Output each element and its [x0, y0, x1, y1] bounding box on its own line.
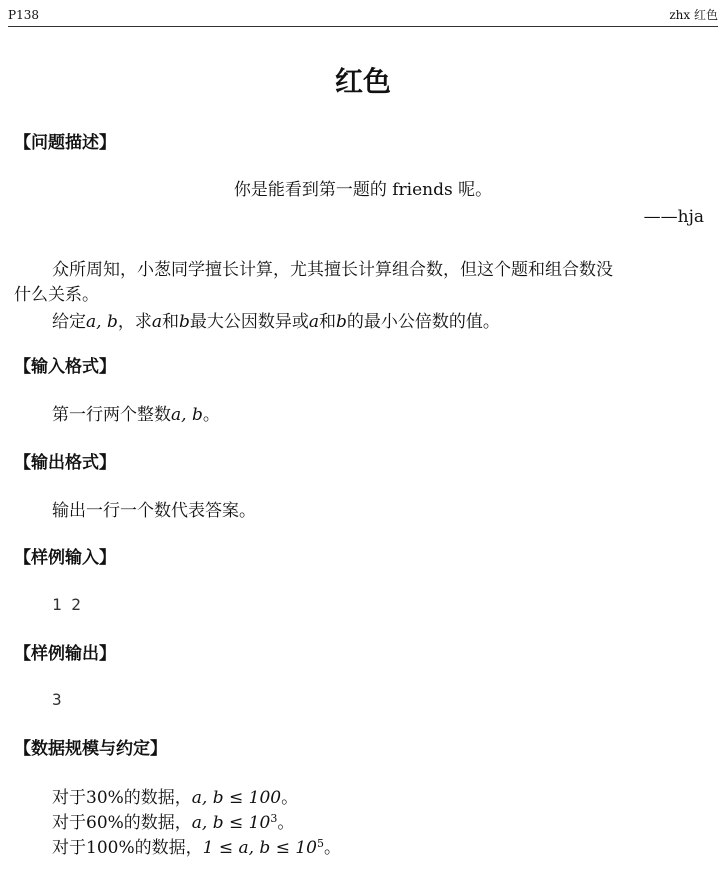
desc-p2-text-a: 给定 [52, 312, 86, 332]
desc-p2-var-ab: a, b [86, 312, 118, 332]
limit-line-1 [52, 786, 298, 810]
input-format-text [52, 403, 220, 427]
desc-p2-var-b: b [178, 312, 190, 332]
desc-p2-var-a2: a [308, 312, 319, 332]
limit-1-post: 。 [281, 788, 299, 808]
limit-3-pre: 对于 [52, 838, 86, 858]
limit-line-2 [52, 811, 294, 835]
limit-2-pre: 对于 [52, 813, 86, 833]
input-text-b: 。 [202, 405, 220, 425]
limit-line-3 [52, 836, 341, 860]
input-text-a: 第一行两个整数 [52, 405, 171, 425]
problem-title: 红色 [334, 65, 391, 98]
section-input-format: 【输入格式】 [14, 357, 116, 377]
limit-2-exponent: 3 [270, 812, 278, 825]
section-data-limits: 【数据规模与约定】 [14, 739, 167, 759]
limit-1-percent: 30% [86, 788, 124, 808]
page-header [8, 4, 718, 27]
section-sample-input: 【样例输入】 [14, 548, 116, 568]
sample-output-value: 3 [52, 690, 62, 709]
limit-3-condition: 1 ≤ a, b ≤ 10 [202, 838, 317, 858]
limit-3-exponent: 5 [317, 837, 324, 850]
desc-p2-text-d: 最大公因数异或 [189, 312, 309, 332]
limit-1-condition: a, b ≤ 100 [191, 788, 282, 808]
limit-2-percent: 60% [86, 813, 124, 833]
desc-paragraph-1-line-2: 什么关系。 [14, 285, 99, 305]
limit-1-pre: 对于 [52, 788, 86, 808]
output-format-text: 输出一行一个数代表答案。 [52, 501, 256, 521]
desc-paragraph-2 [52, 310, 500, 334]
desc-p2-var-b2: b [336, 312, 347, 332]
section-output-format: 【输出格式】 [14, 453, 116, 473]
limit-3-mid: 的数据， [134, 838, 203, 858]
section-description: 【问题描述】 [14, 133, 116, 153]
sample-input-value: 1 2 [52, 595, 81, 614]
page-number: P138 [8, 8, 39, 22]
desc-p2-text-c: 和 [161, 312, 179, 332]
quote-text: 你是能看到第一题的 friends 呢。 [233, 180, 493, 200]
desc-p2-text-b: ，求 [117, 312, 152, 332]
input-var-ab: a, b [171, 405, 203, 425]
quote-author: ——hja [643, 207, 704, 227]
limit-3-percent: 100% [86, 838, 135, 858]
header-title: zhx 红色 [669, 8, 718, 22]
limit-2-post: 。 [277, 813, 295, 833]
desc-paragraph-1-line-1: 众所周知，小葱同学擅长计算，尤其擅长计算组合数，但这个题和组合数没 [52, 260, 613, 280]
limit-2-mid: 的数据， [123, 813, 192, 833]
limit-1-mid: 的数据， [123, 788, 192, 808]
limit-2-condition: a, b ≤ 10 [191, 813, 271, 833]
section-sample-output: 【样例输出】 [14, 644, 116, 664]
desc-p2-text-e: 和 [319, 312, 336, 332]
desc-p2-var-a: a [151, 312, 162, 332]
limit-3-post: 。 [324, 838, 341, 858]
desc-p2-text-f: 的最小公倍数的值。 [346, 312, 500, 332]
